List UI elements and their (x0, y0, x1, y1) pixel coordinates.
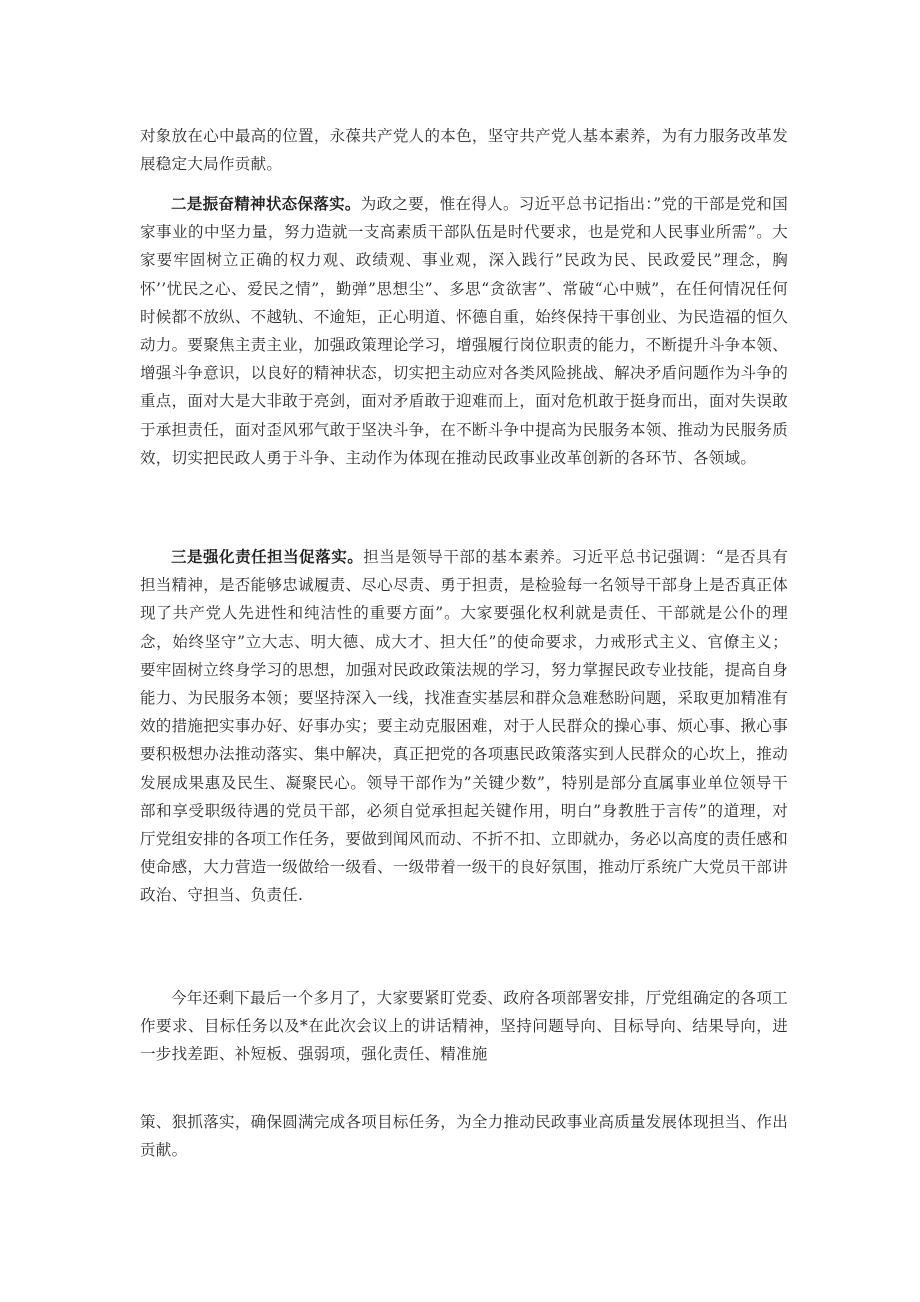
paragraph-text: 策、狠抓落实，确保圆满完成各项目标任务，为全力推动民政事业高质量发展体现担当、作出贡献。 (140, 1113, 788, 1160)
paragraph-text: 担当是领导干部的基本素养。习近平总书记强调：“是否具有担当精神，是否能够忠诚履责、尽心尽责、勇于担责，是检验每一名领导干部身上是否真正体现了共产党人先进性和纯洁性的重要方面”。大家要强化权利就是责任、干部就是公仆的理念，始终坚守”立大志、明大德、成大才、担大任”的使命要求，力戒形式主义、官僚主义；要牢固树立终身学习的思想，加强对民政政策法规的学习，努力掌握民政专业技能，提高自身能力、为民服务本领；要坚持深入一线，找准查实基层和群众急难愁盼问题，采取更加精准有效的措施把实事办好、好事办实；要主动克服困难，对于人民群众的操心事、烦心事、揪心事要积极想办法推动落实、集中解决，真正把党的各项惠民政策落实到人民群众的心坎上，推动发展成果惠及民生、凝聚民心。领导干部作为”关键少数”，特别是部分直属事业单位领导干部和享受职级待遇的党员干部，必须自觉承担起关键作用，明白”身教胜于言传”的道理，对厅党组安排的各项工作任务，要做到闻风而动、不折不扣、立即就办，务必以高度的责任感和使命感，大力营造一级做给一级看、一级带着一级干的良好氛围，推动厅系统广大党员干部讲政治、守担当、负责任. (140, 548, 788, 905)
section-heading-two: 二是振奋精神状态保落实。 (171, 195, 361, 213)
paragraph-closing-continuation (140, 1108, 788, 1164)
paragraph-text: 为政之要，惟在得人。习近平总书记指出：”党的干部是党和国家事业的中坚力量，努力造就一支高素质干部队伍是时代要求，也是党和人民事业所需”。大家要牢固树立正确的权力观、政绩观、事业观，深入践行”民政为民、民政爱民”理念，胸怀’’忧民之心、爱民之情”，勤弹”思想尘”、多思“贪欲害”、常破“心中贼”，在任何情况任何时候都不放纵、不越轨、不逾矩，正心明道、怀德自重，始终保持干事创业、为民造福的恒久动力。要聚焦主责主业，加强政策理论学习，增强履行岗位职责的能力，不断提升斗争本领、增强斗争意识，以良好的精神状态，切实把主动应对各类风险挑战、解决矛盾问题作为斗争的重点，面对大是大非敢于亮剑，面对矛盾敢于迎难而上，面对危机敢于挺身而出，面对失误敢于承担责任，面对歪风邪气敢于坚决斗争，在不断斗争中提高为民服务本领、推动为民服务质效，切实把民政人勇于斗争、主动作为体现在推动民政事业改革创新的各环节、各领域。 (140, 195, 788, 467)
section-heading-three: 三是强化责任担当促落实。 (171, 548, 364, 566)
paragraph-section-two (140, 190, 788, 472)
paragraph-closing (140, 984, 788, 1069)
paragraph-section-three (140, 543, 788, 910)
paragraph-text: 对象放在心中最高的位置，永葆共产党人的本色，坚守共产党人基本素养，为有力服务改革发展稳定大局作贡献。 (140, 127, 788, 174)
paragraph-text: 今年还剩下最后一个多月了，大家要紧盯党委、政府各项部署安排，厅党组确定的各项工作要求、目标任务以及*在此次会议上的讲话精神，坚持问题导向、目标导向、结果导向，进一步找差距、补短板、强弱项，强化责任、精准施 (140, 989, 788, 1064)
paragraph-continuation (140, 122, 788, 178)
